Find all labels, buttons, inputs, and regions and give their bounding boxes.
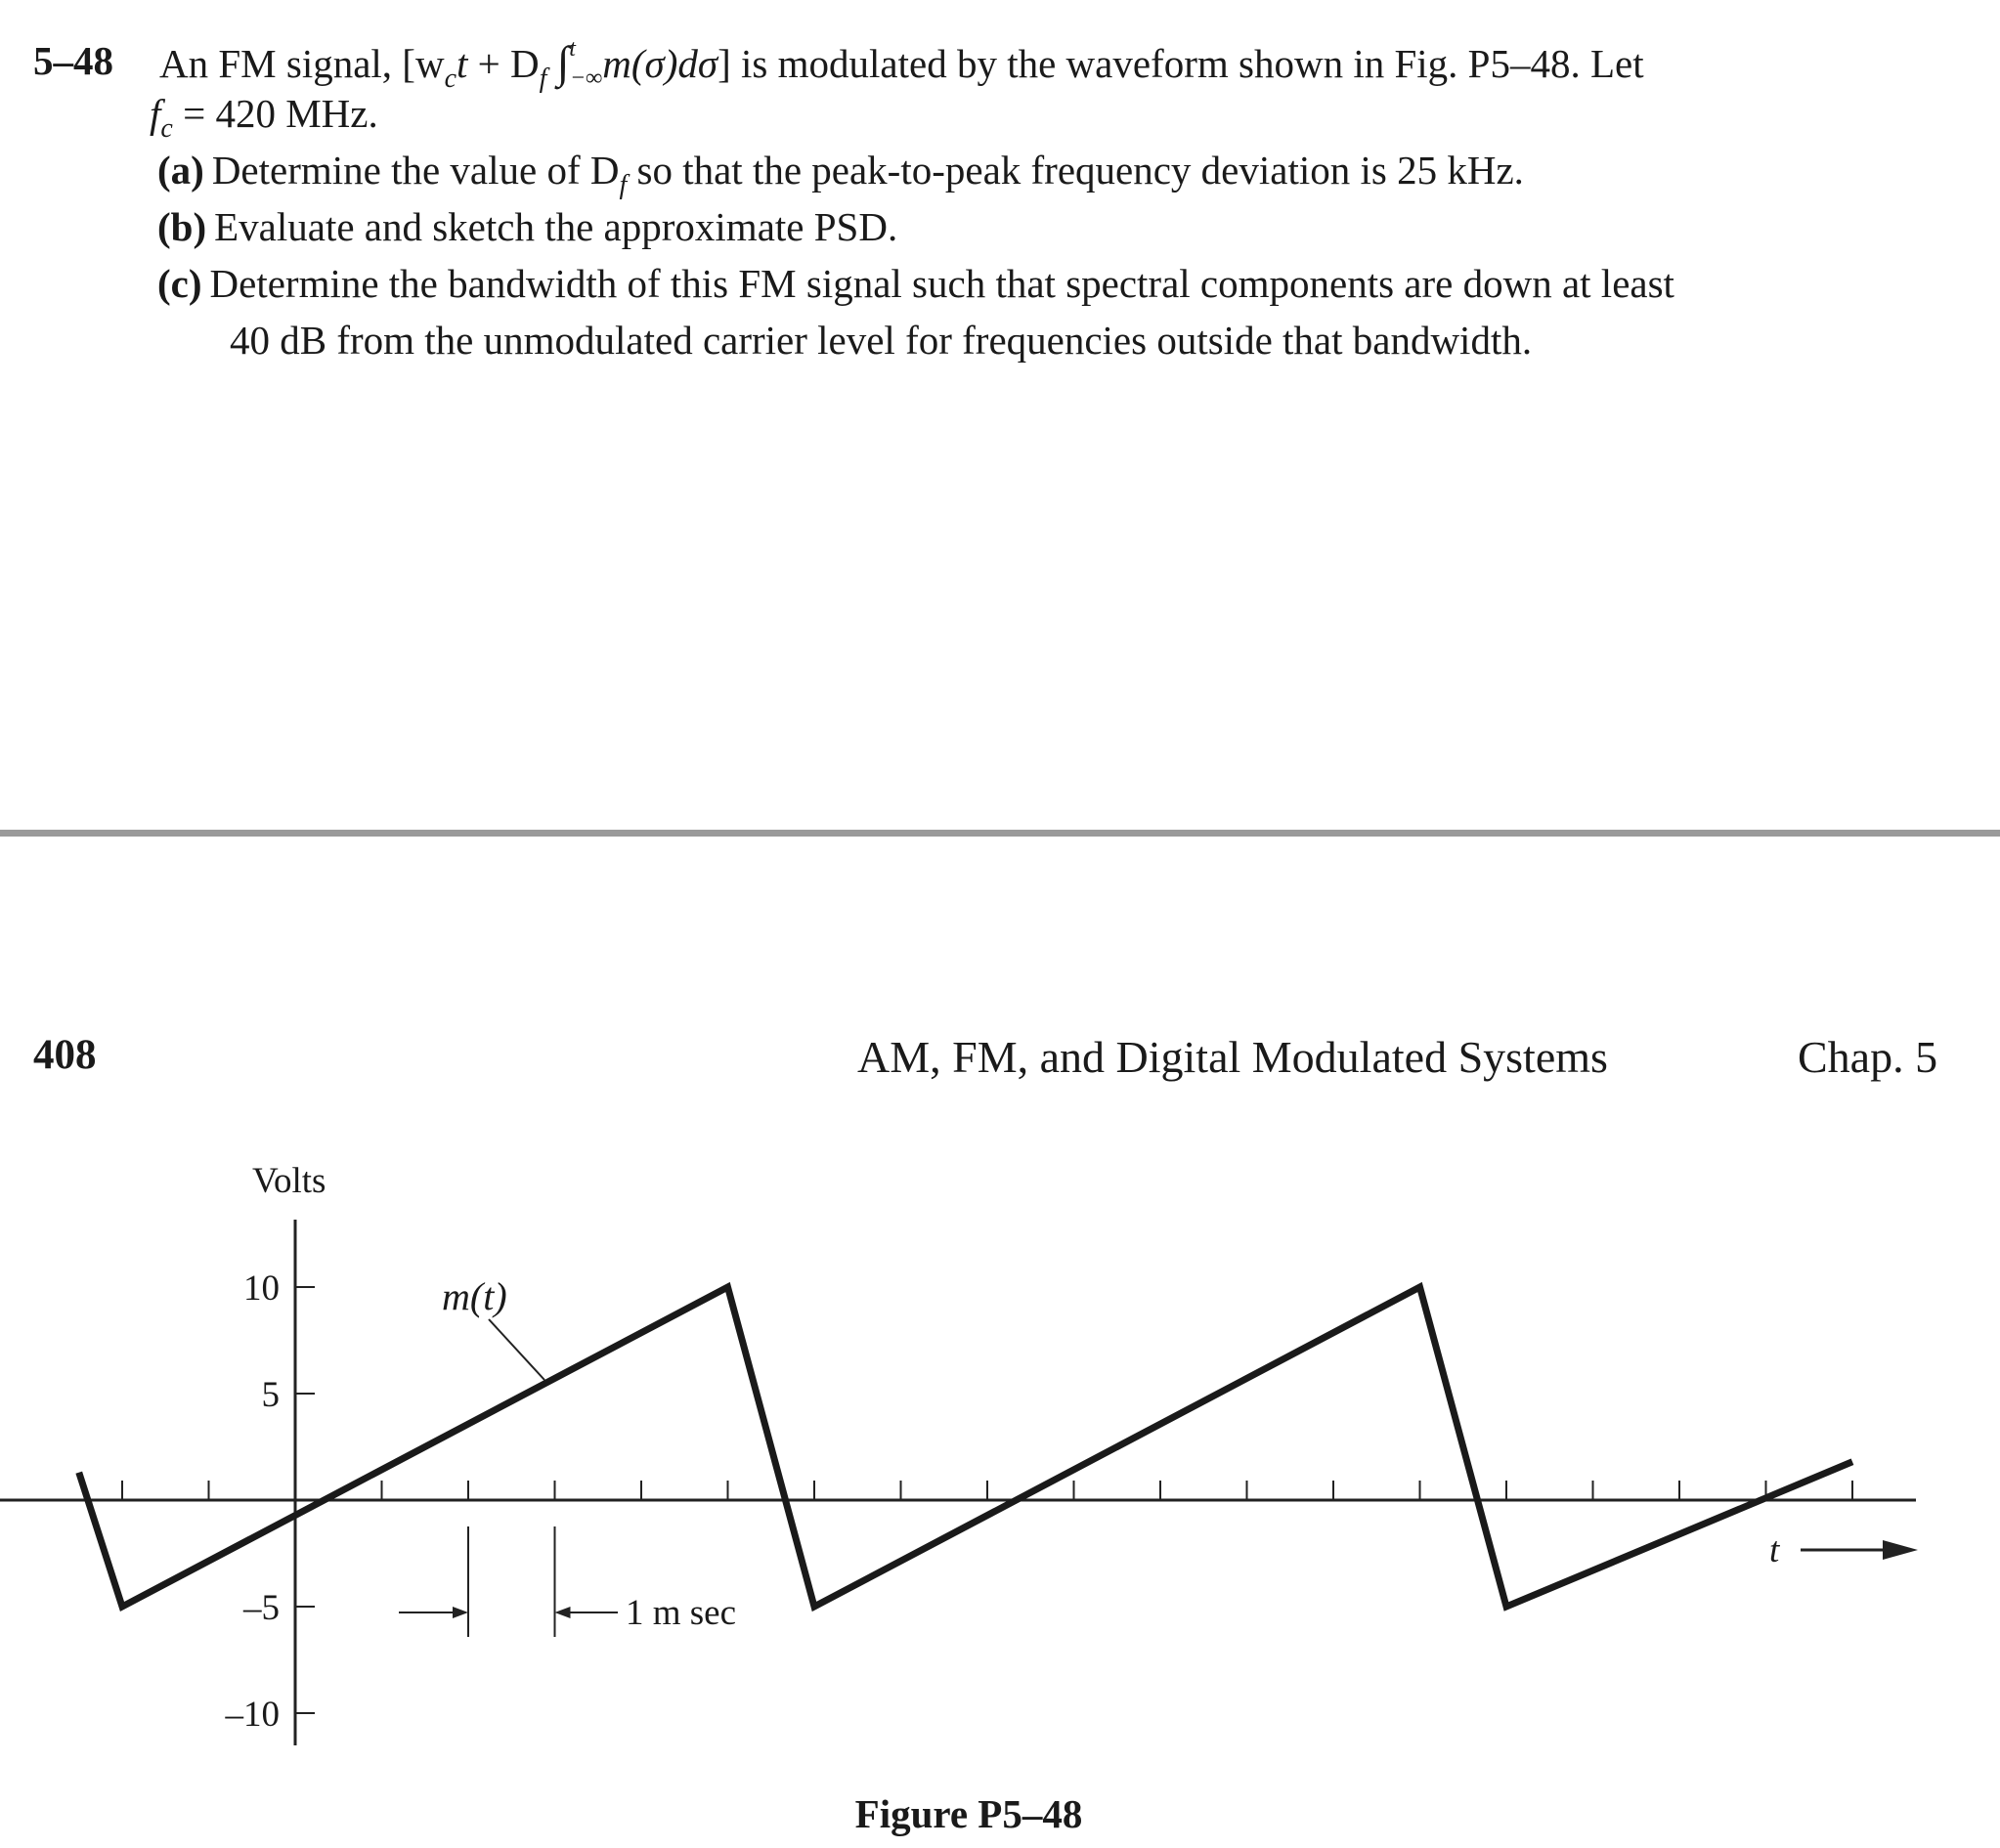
integrand: m(σ)dσ [602,41,718,86]
book-title: AM, FM, and Digital Modulated Systems [857,1032,1608,1082]
part-c-text-line1: Determine the bandwidth of this FM signal such that spectral components are down at least [209,261,1674,306]
df-subscript: f [539,64,547,94]
page-divider [0,830,2000,837]
t-arrow-head [1883,1540,1918,1560]
part-a-subscript: f [619,170,628,200]
y-tick-label: –5 [243,1588,280,1628]
part-a-text-pre: Determine the value of D [211,148,620,193]
integral-upper-limit: t [569,36,576,62]
fc-subscript: c [160,113,173,144]
problem-number: 5–48 [33,38,113,83]
intro-tail: ] is modulated by the waveform shown in Fig. P5–48. Let [717,41,1644,86]
figure-caption [0,1790,2000,1837]
figure-caption-text: Figure P5–48 [854,1791,1083,1836]
waveform-m-t [79,1287,1852,1607]
waveform-chart [0,1090,2000,1784]
fc-variable: f [150,91,161,136]
integral-lower-limit: −∞ [569,65,603,91]
problem-statement [0,0,2000,840]
chapter-label: Chap. 5 [1798,1032,1938,1082]
page-number: 408 [33,1032,97,1078]
integral-sign: ∫ [556,37,570,87]
axes-group [0,1161,1918,1745]
scale-arrow-right-head [555,1607,571,1618]
part-b-label: (b) [157,204,207,249]
intro-text: An FM signal, [w [159,41,445,86]
scale-label: 1 m sec [626,1593,737,1633]
intro-t: t [457,41,468,86]
waveform-group [79,1287,1852,1607]
part-a-label: (a) [157,148,204,193]
part-c [157,261,1674,306]
page-header [0,1031,2000,1090]
part-b [157,204,898,249]
y-tick-label: 10 [243,1268,280,1309]
problem-intro-line [159,37,1644,93]
part-b-text: Evaluate and sketch the approximate PSD. [214,204,898,249]
part-c-label: (c) [157,261,202,306]
fc-line [150,91,378,144]
y-tick-label: 5 [261,1375,280,1415]
series-label-leader [489,1319,544,1380]
annotation-group [399,1274,736,1637]
x-axis-label: t [1769,1530,1780,1570]
y-axis-label: Volts [252,1161,326,1201]
plus-df: + D [467,41,540,86]
part-a-text-post: so that the peak-to-peak frequency deviation is 25 kHz. [627,148,1524,193]
figure-p5-48 [0,1090,2000,1788]
part-a [157,150,1524,199]
scale-arrow-left-head [453,1607,468,1618]
fc-value: = 420 MHz. [172,91,378,136]
y-tick-label: –10 [225,1695,280,1735]
series-label-m-t: m(t) [442,1274,507,1318]
wc-subscript: c [444,64,457,94]
part-c-line2: 40 dB from the unmodulated carrier level for frequencies outside that bandwidth. [230,318,1533,363]
